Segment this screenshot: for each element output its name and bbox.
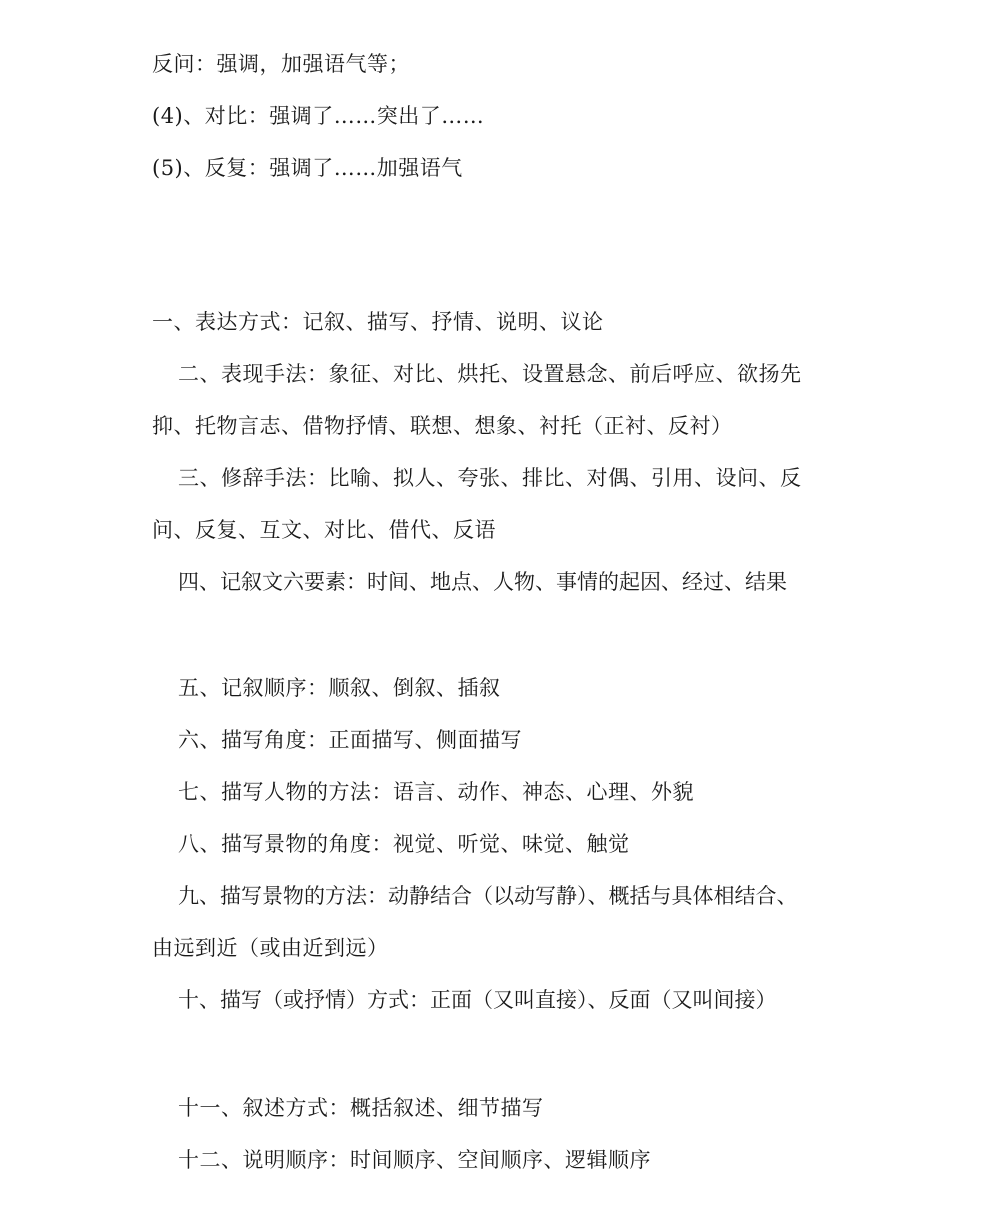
heading-description-mode: 十、描写（或抒情）方式：正面（又叫直接）、反面（又叫间接） [178, 988, 777, 1012]
heading-explanation-order: 十二、说明顺序：时间顺序、空间顺序、逻辑顺序 [178, 1148, 651, 1172]
text-line-repetition: (5)、反复：强调了……加强语气 [152, 156, 463, 180]
heading-description-angle: 六、描写角度：正面描写、侧面描写 [178, 728, 522, 752]
text-line-scenery-continued: 由远到近（或由近到远） [152, 936, 389, 960]
heading-narrative-elements: 四、记叙文六要素：时间、地点、人物、事情的起因、经过、结果 [178, 570, 787, 594]
text-line-rhetorical-question: 反问：强调，加强语气等； [152, 52, 410, 76]
heading-scenery-angle: 八、描写景物的角度：视觉、听觉、味觉、触觉 [178, 832, 630, 856]
text-line-rhetorical-continued: 问、反复、互文、对比、借代、反语 [152, 518, 496, 542]
heading-character-description: 七、描写人物的方法：语言、动作、神态、心理、外貌 [178, 780, 694, 804]
heading-narration-mode: 十一、叙述方式：概括叙述、细节描写 [178, 1096, 544, 1120]
heading-scenery-methods: 九、描写景物的方法：动静结合（以动写静）、概括与具体相结合、 [178, 884, 798, 908]
text-line-performance-continued: 抑、托物言志、借物抒情、联想、想象、衬托（正衬、反衬） [152, 414, 733, 438]
heading-rhetorical-devices: 三、修辞手法：比喻、拟人、夸张、排比、对偶、引用、设问、反 [178, 466, 802, 490]
heading-performance-techniques: 二、表现手法：象征、对比、烘托、设置悬念、前后呼应、欲扬先 [178, 362, 802, 386]
heading-narrative-order: 五、记叙顺序：顺叙、倒叙、插叙 [178, 676, 501, 700]
heading-expression-methods: 一、表达方式：记叙、描写、抒情、说明、议论 [152, 310, 604, 334]
text-line-contrast: (4)、对比：强调了……突出了…… [152, 104, 485, 128]
